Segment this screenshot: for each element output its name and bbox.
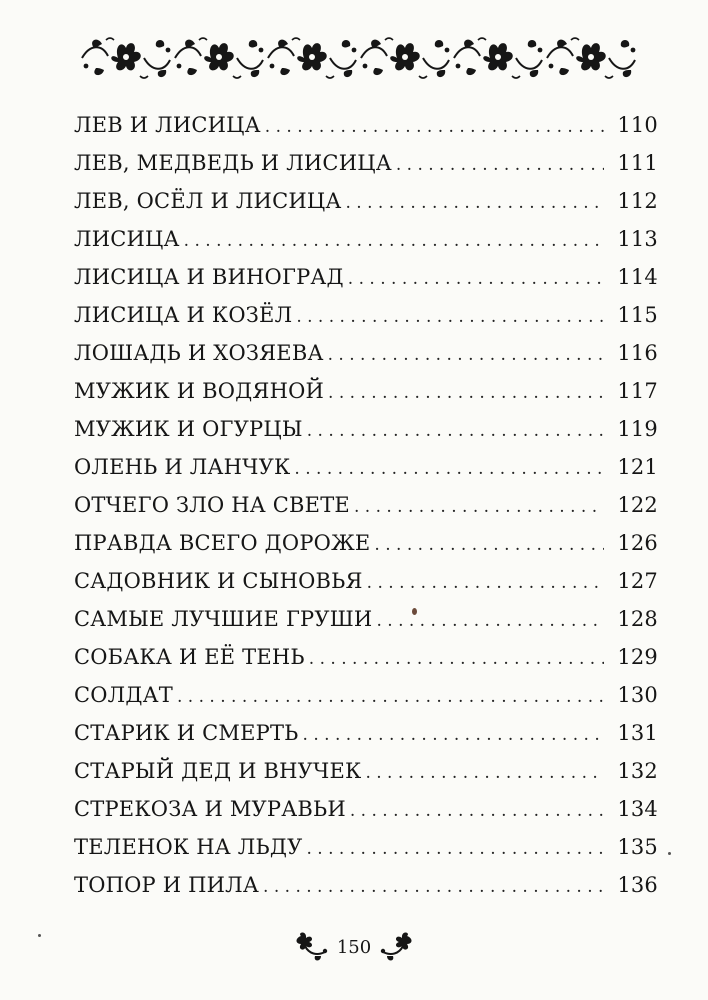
toc-entry-title: СТАРИК И СМЕРТЬ bbox=[74, 721, 299, 745]
toc-entry bbox=[74, 296, 658, 334]
toc-entry-page: 128 bbox=[617, 607, 658, 631]
toc-entry-page: 117 bbox=[617, 379, 658, 403]
table-of-contents bbox=[74, 106, 658, 904]
toc-entry-title: ОЛЕНЬ И ЛАНЧУК bbox=[74, 455, 291, 479]
paper-speck bbox=[38, 934, 41, 937]
toc-dot-leader bbox=[303, 716, 604, 754]
toc-entry-title: САДОВНИК И СЫНОВЬЯ bbox=[74, 569, 363, 593]
floral-border-ornament-icon bbox=[80, 32, 636, 84]
toc-entry-title: ЛИСИЦА И КОЗЁЛ bbox=[74, 303, 293, 327]
toc-dot-leader bbox=[376, 602, 604, 640]
toc-entry bbox=[74, 182, 658, 220]
toc-entry bbox=[74, 828, 658, 866]
toc-entry-title: ТЕЛЕНОК НА ЛЬДУ bbox=[74, 835, 303, 859]
toc-entry-title: СТРЕКОЗА И МУРАВЬИ bbox=[74, 797, 346, 821]
toc-entry bbox=[74, 106, 658, 144]
toc-entry-page: 113 bbox=[617, 227, 658, 251]
page-footer bbox=[0, 926, 708, 970]
toc-dot-leader bbox=[184, 222, 604, 260]
paper-speck bbox=[412, 608, 417, 615]
toc-entry-page: 132 bbox=[617, 759, 658, 783]
toc-entry bbox=[74, 334, 658, 372]
toc-entry bbox=[74, 714, 658, 752]
toc-entry-title: МУЖИК И ОГУРЦЫ bbox=[74, 417, 303, 441]
toc-entry bbox=[74, 410, 658, 448]
toc-entry-page: 110 bbox=[617, 113, 658, 137]
toc-entry-title: ЛЕВ, ОСЁЛ И ЛИСИЦА bbox=[74, 189, 342, 213]
toc-entry-page: 134 bbox=[617, 797, 658, 821]
toc-entry-page: 127 bbox=[617, 569, 658, 593]
toc-entry-title: ЛИСИЦА И ВИНОГРАД bbox=[74, 265, 344, 289]
toc-entry-page: 136 bbox=[617, 873, 658, 897]
toc-entry bbox=[74, 866, 658, 904]
toc-entry bbox=[74, 600, 658, 638]
toc-entry bbox=[74, 258, 658, 296]
toc-entry bbox=[74, 790, 658, 828]
toc-entry bbox=[74, 372, 658, 410]
toc-entry bbox=[74, 144, 658, 182]
toc-dot-leader bbox=[294, 450, 604, 488]
toc-entry-title: СОБАКА И ЕЁ ТЕНЬ bbox=[74, 645, 305, 669]
toc-entry-title: ЛОШАДЬ И ХОЗЯЕВА bbox=[74, 341, 324, 365]
toc-dot-leader bbox=[309, 640, 604, 678]
toc-entry-title: САМЫЕ ЛУЧШИЕ ГРУШИ bbox=[74, 607, 373, 631]
toc-entry bbox=[74, 220, 658, 258]
toc-dot-leader bbox=[345, 184, 604, 222]
toc-dot-leader bbox=[350, 792, 604, 830]
toc-entry-title: ЛЕВ И ЛИСИЦА bbox=[74, 113, 261, 137]
toc-dot-leader bbox=[306, 830, 604, 868]
flower-sprig-right-icon bbox=[379, 932, 415, 964]
toc-entry bbox=[74, 752, 658, 790]
toc-dot-leader bbox=[348, 260, 604, 298]
toc-entry-page: 119 bbox=[617, 417, 658, 441]
toc-entry-page: 130 bbox=[617, 683, 658, 707]
toc-entry-page: 131 bbox=[617, 721, 658, 745]
toc-entry-page: 129 bbox=[617, 645, 658, 669]
toc-dot-leader bbox=[328, 336, 604, 374]
toc-dot-leader bbox=[354, 488, 604, 526]
toc-dot-leader bbox=[328, 374, 604, 412]
toc-dot-leader bbox=[265, 108, 604, 146]
toc-dot-leader bbox=[263, 868, 604, 906]
toc-entry-title: СОЛДАТ bbox=[74, 683, 173, 707]
toc-entry-page: 126 bbox=[617, 531, 658, 555]
toc-dot-leader bbox=[177, 678, 604, 716]
toc-dot-leader bbox=[365, 754, 604, 792]
toc-entry-page: 121 bbox=[617, 455, 658, 479]
toc-entry bbox=[74, 486, 658, 524]
toc-entry bbox=[74, 638, 658, 676]
toc-entry bbox=[74, 448, 658, 486]
toc-dot-leader bbox=[374, 526, 604, 564]
paper-speck bbox=[668, 852, 671, 855]
toc-entry-page: 116 bbox=[617, 341, 658, 365]
toc-entry-title: ОТЧЕГО ЗЛО НА СВЕТЕ bbox=[74, 493, 350, 517]
toc-entry-page: 111 bbox=[617, 151, 658, 175]
toc-entry-title: СТАРЫЙ ДЕД И ВНУЧЕК bbox=[74, 759, 362, 783]
toc-entry-page: 122 bbox=[617, 493, 658, 517]
toc-entry bbox=[74, 524, 658, 562]
page-number: 150 bbox=[336, 937, 372, 958]
toc-dot-leader bbox=[307, 412, 604, 450]
toc-entry-page: 114 bbox=[617, 265, 658, 289]
toc-dot-leader bbox=[396, 146, 604, 184]
toc-entry-title: ЛИСИЦА bbox=[74, 227, 180, 251]
toc-dot-leader bbox=[367, 564, 604, 602]
toc-entry-page: 135 bbox=[617, 835, 658, 859]
toc-entry-title: ТОПОР И ПИЛА bbox=[74, 873, 260, 897]
toc-entry-title: ЛЕВ, МЕДВЕДЬ И ЛИСИЦА bbox=[74, 151, 392, 175]
toc-entry bbox=[74, 562, 658, 600]
toc-entry bbox=[74, 676, 658, 714]
flower-sprig-left-icon bbox=[293, 932, 329, 964]
toc-entry-title: ПРАВДА ВСЕГО ДОРОЖЕ bbox=[74, 531, 371, 555]
toc-dot-leader bbox=[296, 298, 604, 336]
toc-entry-page: 112 bbox=[617, 189, 658, 213]
toc-entry-title: МУЖИК И ВОДЯНОЙ bbox=[74, 379, 325, 403]
toc-entry-page: 115 bbox=[617, 303, 658, 327]
